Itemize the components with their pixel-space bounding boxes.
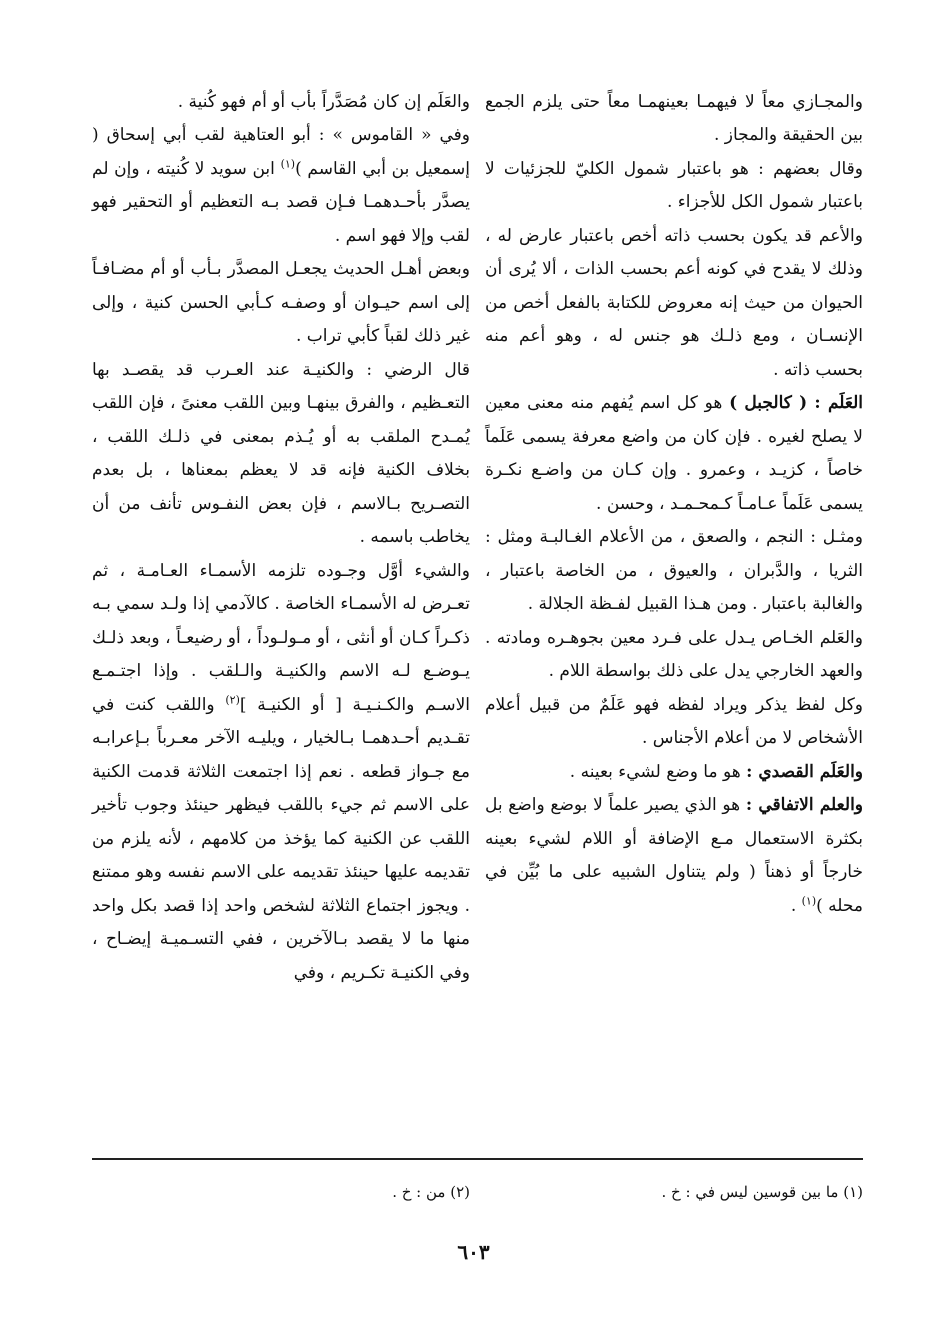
page-number: ٦٠٣ [457,1240,490,1264]
text-column-right [485,86,863,923]
paragraph: ومثـل : النجم ، والصعق ، من الأعلام الغـالبـة ومثل : الثريا ، والدَّبران ، والعيوق ، من الخاصة باعتبار ، والغالبة باعتبار . ومن هـذا القبيل لفـظة الجلالة . [485,527,863,615]
paragraph-text: والشيء أوَّل وجـوده تلزمه الأسمـاء العـامـة ، ثم تعـرض له الأسمـاء الخاصة . كالآدمي إذا ولـد سمي بـه ذكـراً كـان أو أنثى ، أو مـولـوداً ، أو رضيعـاً ، وبعد ذلـك يـوضـع لـه الاسم والكنيـة والـلقب . وإذا اجتـمـع الاسـم والكـنـيـة [ أو الكنيـة ] [92,560,470,715]
footnote-2: (٢) من : خ . [392,1183,470,1201]
text-column-left [92,86,470,990]
paragraph: والأعم قد يكون بحسب ذاته أخص باعتبار عارض له ، وذلك لا يقدح في كونه أعم بحسب الذات ، ألا يُرى أن الحيوان من حيث إنه معروض للكتابة بالفعل أخص من الإنسـان ، ومع ذلـك هو جنس له ، وهو أعم منه بحسب ذاته . [485,225,863,380]
paragraph [485,789,863,923]
paragraph: وقال بعضهم : هو باعتبار شمول الكليّ للجزئيات لا باعتبار شمول الكل للأجزاء . [485,158,863,213]
paragraph: قال الرضي : والكنيـة عند العـرب قد يقصـد بها التعـظيم ، والفرق بينهـا وبين اللقب معنىً ، فإن اللقب يُمـدح الملقب به أو يُـذم بمعنى في ذلـك اللقب ، بخلاف الكنية فإنه قد لا يعظم بمعناها ، بل بعدم التصـريح بـالاسم ، فإن بعض النفـوس تأنف من أن يخاطب باسمه . [92,359,470,548]
definition-tail: . [790,895,802,916]
paragraph-tail: ابن سويد لا كُنيته ، وإن لم يصدَّر بأحـدهمـا فـإن قصد بـه التعظيم أو التحقير فهو لقب وإلا فهو اسم . [92,158,470,246]
paragraph [485,387,863,521]
paragraph-text: وفي « القاموس » : أبو العتاهية لقب أبي إسحاق ( إسمعيل بن أبي القاسم ) [92,125,470,179]
definition-text: هو الذي يصير علماً لا بوضع واضع بل بكثرة الاستعمال مـع الإضافة أو اللام لشيء بعينه خارجاً أو ذهناً ( ولم يتناول الشبيه على ما بُيِّن في محله ) [485,795,863,916]
paragraph: والمجـازي معاً لا فيهمـا بعينهمـا معاً حتى يلزم الجمع بين الحقيقة والمجاز . [485,92,863,146]
footnote-marker: (١) [280,157,296,171]
definition-text: هو ما وضع لشيء بعينه . [569,761,747,782]
paragraph: والعَلم الخـاص يـدل على فـرد معين بجوهـره ومادته . والعهد الخارجي يدل على ذلك بواسطة اللام . [485,627,863,682]
definition-text: هو كل اسم يُفهم منه معنى معين لا يصلح لغيره . فإن كان من واضع معرفة يسمى عَلَماً خاصاً ، كزيـد ، وعمرو . وإن كـان من واضـع نكـرة يسمى عَلَماً عـامـاً كـمحـمـد ، وحسن . [485,393,863,514]
defined-term: العَلَم : ( كالجبل ) [729,393,864,414]
footnote-divider [92,1158,863,1160]
paragraph: وكل لفظ يذكر ويراد لفظه فهو عَلَمٌ من قبيل أعلام الأشخاص لا من أعلام الأجناس . [485,694,863,749]
paragraph [92,555,470,990]
paragraph [92,119,470,253]
paragraph [485,756,863,789]
footnote-1: (١) ما بين قوسين ليس في : خ . [661,1183,863,1201]
footnote-marker: (١) [801,893,817,907]
defined-term: والعَلَم القصدي : [746,761,863,782]
footnote-marker: (٢) [225,693,240,707]
paragraph: وبعض أهـل الحديث يجعـل المصدَّر بـأب أو أم مضـافـاً إلى اسم حيـوان أو وصفـه كـأبي الحسن كنية ، وإلى غير ذلك لقباً كأبي تراب . [92,259,470,347]
defined-term: والعلم الاتفاقي : [745,795,863,816]
paragraph: والعَلَم إن كان مُصَدَّراً بأب أو أم فهو كُنية . [177,92,470,112]
paragraph-tail: واللقب كنت في تقـديم أحـدهمـا بـالخيار ، ويليـه الآخر معـرباً بـإعرابـه مع جـواز قطعه . نعم إذا اجتمعت الثلاثة قدمت الكنية على الاسم ثم جيء باللقب فيظهر حينئذ وجوب تأخير اللقب عن الكنية كما يؤخذ من كلامهم ، لأنه يلزم من تقديمه عليها حينئذ تقديمه على الاسم نفسه وهو ممتنع . ويجوز اجتماع الثلاثة لشخص واحد إذا قصد بكل واحد منها ما لا يقصد بـالآخرين ، ففي التسـميـة إيضـاح ، وفي الكنيـة تكـريم ، وفي [92,694,470,983]
